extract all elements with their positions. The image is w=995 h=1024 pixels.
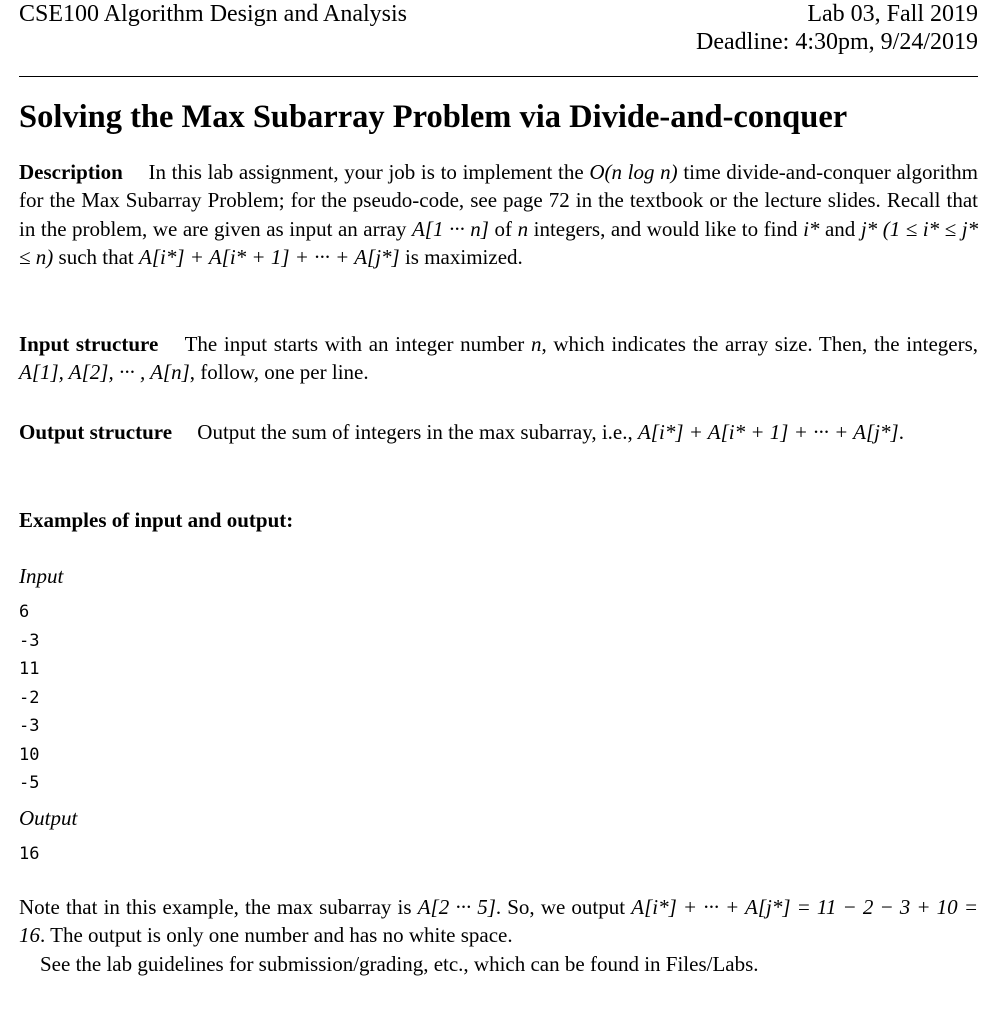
deadline: Deadline: 4:30pm, 9/24/2019 — [696, 29, 978, 55]
output-structure-heading: Output structure — [19, 420, 173, 444]
input-structure-text: , which indicates the array size. Then, the integers, — [541, 332, 979, 356]
list-math: A[1], A[2], ··· , A[n] — [19, 360, 190, 385]
description-text: is maximized. — [404, 244, 523, 269]
examples-heading: Examples of input and output: — [19, 508, 294, 532]
complexity-math: O(n log n) — [589, 160, 678, 184]
input-line: -3 — [19, 716, 40, 736]
i-math: i* — [803, 216, 820, 241]
note-text: Note that in this example, the max subarray is — [19, 895, 412, 919]
n-math: n — [517, 216, 529, 241]
lab-term: Lab 03, Fall 2019 — [807, 1, 978, 27]
output-line: 16 — [19, 844, 40, 864]
output-structure-paragraph — [19, 418, 978, 446]
note-text: . The output is only one number and has no white space. — [40, 923, 513, 948]
input-label: Input — [19, 564, 64, 588]
input-line: 10 — [19, 744, 40, 765]
description-paragraph — [19, 158, 978, 271]
document-title: Solving the Max Subarray Problem via Divide-and-conquer — [19, 99, 848, 135]
description-text: of — [494, 216, 513, 241]
description-heading: Description — [19, 160, 123, 184]
header-right — [696, 0, 978, 56]
sum-math: A[i*] + A[i* + 1] + ··· + A[j*] — [139, 244, 400, 269]
input-line: 11 — [19, 659, 40, 679]
expression-math: A[i*] + ··· + A[j*] = 11 − 2 − 3 + 10 = 16 — [19, 895, 978, 948]
input-line: 6 — [19, 602, 30, 622]
input-line: -5 — [19, 773, 40, 793]
array-math: A[1 ··· n] — [411, 216, 489, 241]
description-text: time divide-and-conquer algorithm for the Max Subarray Problem; for the pseudo-code, see page 72 in the textbook or the lecture slides. Recall that in the problem, we are given as input an array — [19, 160, 979, 241]
sum-math: A[i*] + A[i* + 1] + ··· + A[j*] — [637, 420, 899, 444]
subarray-math: A[2 ··· 5] — [417, 895, 496, 919]
note-text: . So, we output — [495, 895, 626, 919]
j-math: j* — [860, 216, 878, 241]
output-structure-text: Output the sum of integers in the max subarray, i.e., — [197, 420, 633, 444]
n-math: n — [530, 332, 542, 356]
input-structure-paragraph — [19, 330, 978, 387]
guidelines-paragraph: See the lab guidelines for submission/grading, etc., which can be found in Files/Labs. — [40, 952, 759, 976]
range-math: (1 ≤ i* ≤ j* ≤ n) — [19, 216, 979, 269]
description-text: and — [824, 216, 856, 241]
input-example — [19, 598, 39, 798]
description-text: integers, and would like to find — [533, 216, 798, 241]
input-line: -3 — [19, 630, 40, 651]
output-structure-text: . — [898, 420, 904, 444]
description-text: such that — [58, 244, 134, 269]
output-label: Output — [19, 806, 78, 830]
description-text: In this lab assignment, your job is to implement the — [148, 160, 584, 184]
output-example — [19, 840, 39, 869]
input-structure-heading: Input structure — [19, 332, 159, 356]
header-rule — [19, 76, 978, 77]
course-title: CSE100 Algorithm Design and Analysis — [19, 1, 408, 27]
note-paragraph — [19, 893, 978, 950]
input-structure-text: , follow, one per line. — [189, 360, 369, 385]
input-line: -2 — [19, 687, 40, 708]
input-structure-text: The input starts with an integer number — [184, 332, 525, 356]
